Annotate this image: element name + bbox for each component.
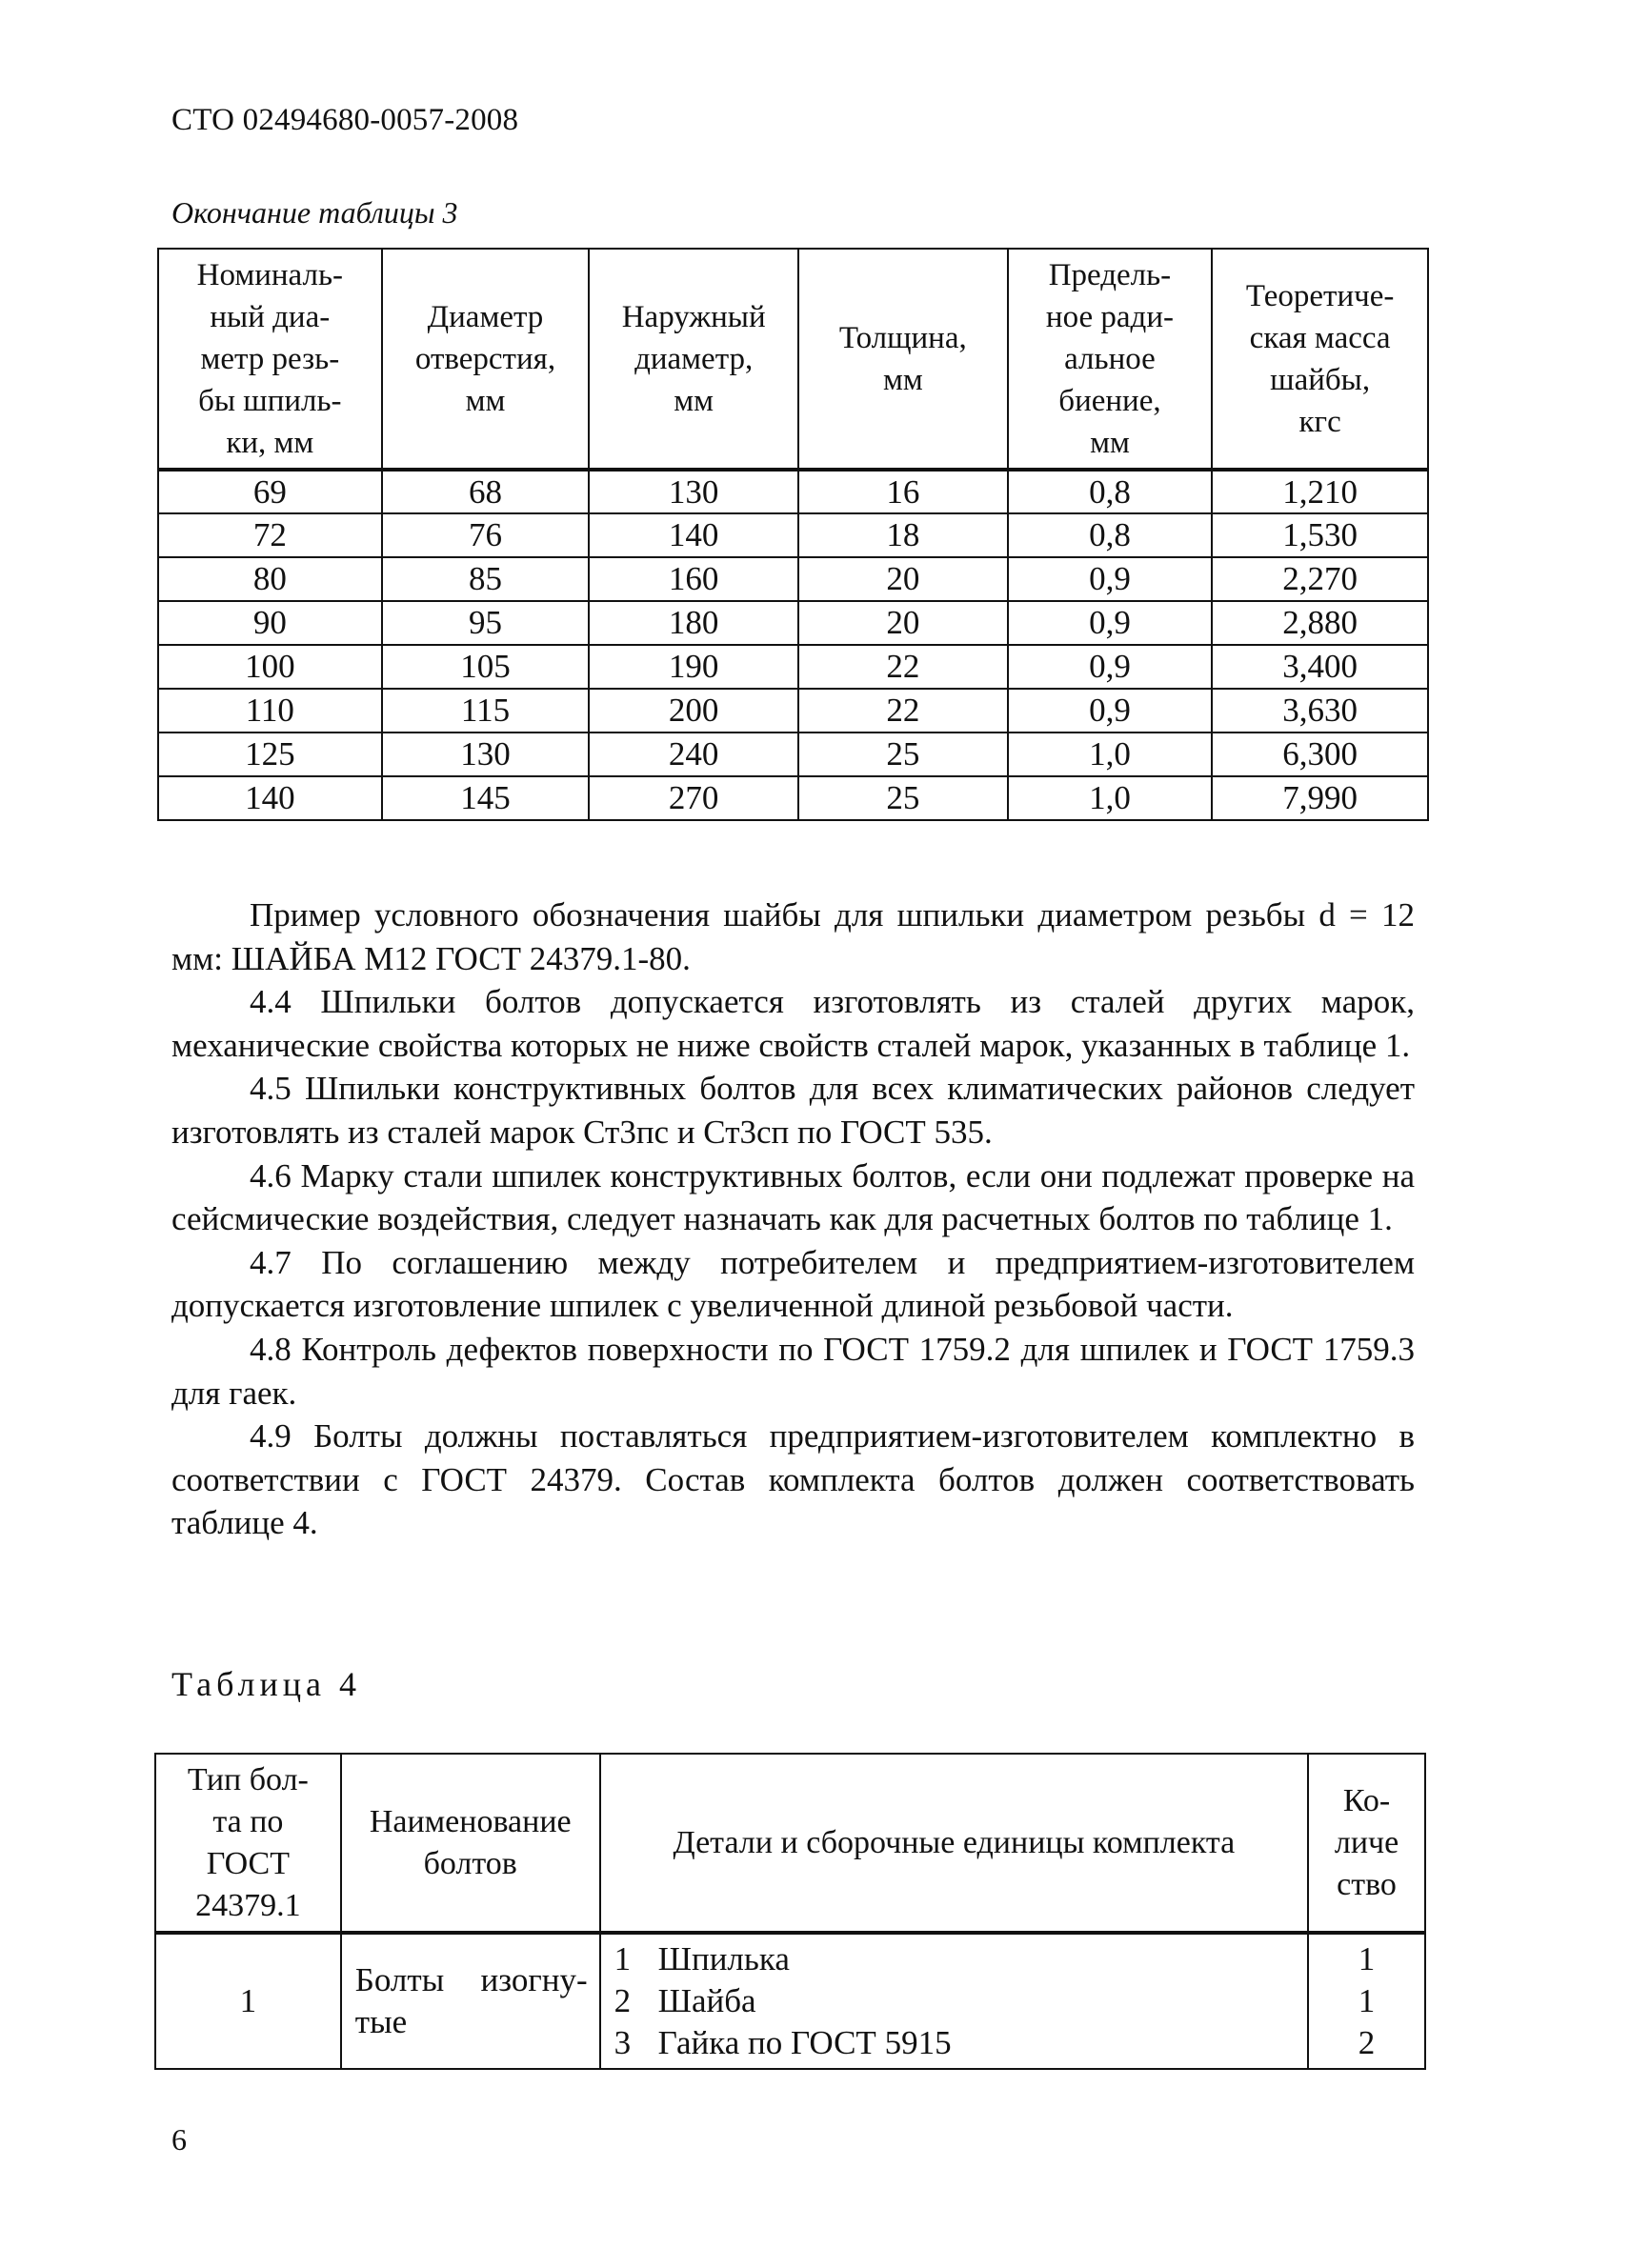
table-row bbox=[158, 513, 1428, 557]
table-cell: 90 bbox=[158, 601, 382, 645]
kit-items-cell bbox=[600, 1933, 1308, 2069]
table-cell: 1,210 bbox=[1212, 470, 1428, 513]
table-cell: 20 bbox=[798, 601, 1008, 645]
table3-header-cell: Предель- ное ради- альное биение, мм bbox=[1008, 249, 1213, 470]
table-cell: 200 bbox=[589, 689, 798, 733]
table-cell: 20 bbox=[798, 557, 1008, 601]
table-cell: 80 bbox=[158, 557, 382, 601]
kit-item-number: 1 bbox=[614, 1940, 632, 1977]
kit-item-qty: 1 bbox=[1358, 1940, 1376, 1977]
table4-header-row bbox=[155, 1754, 1425, 1933]
kit-item-number: 2 bbox=[614, 1982, 632, 2019]
kit-item-qty: 1 bbox=[1358, 1982, 1376, 2019]
table3-header-cell: Номиналь- ный диа- метр резь- бы шпиль- ки, мм bbox=[158, 249, 382, 470]
page-number: 6 bbox=[171, 2122, 187, 2157]
table-cell: 130 bbox=[589, 470, 798, 513]
paragraph: Пример условного обозначения шайбы для шпильки диаметром резьбы d = 12 мм: ШАЙБА М12 ГОСТ 24379.1-80. bbox=[171, 896, 1415, 977]
table-cell: 22 bbox=[798, 689, 1008, 733]
table-cell: 190 bbox=[589, 645, 798, 689]
table-row bbox=[158, 733, 1428, 776]
paragraph: 4.6 Марку стали шпилек конструктивных болтов, если они подлежат проверке на сейсмические воздействия, следует назначать как для расчетных болтов по таблице 1. bbox=[171, 1156, 1415, 1238]
table-cell: 180 bbox=[589, 601, 798, 645]
table-cell: 72 bbox=[158, 513, 382, 557]
table3-header-row bbox=[158, 249, 1428, 470]
table-cell: 140 bbox=[158, 776, 382, 820]
table-cell: 25 bbox=[798, 776, 1008, 820]
table-cell: 68 bbox=[382, 470, 590, 513]
table-cell: 0,8 bbox=[1008, 513, 1213, 557]
bolt-type-cell: 1 bbox=[155, 1933, 341, 2069]
table3-body bbox=[158, 470, 1428, 820]
table-cell: 1,530 bbox=[1212, 513, 1428, 557]
table-cell: 0,9 bbox=[1008, 645, 1213, 689]
table3-header-cell: Наружный диаметр, мм bbox=[589, 249, 798, 470]
table-cell: 130 bbox=[382, 733, 590, 776]
kit-item-label: Шпилька bbox=[657, 1940, 790, 1977]
table-row bbox=[158, 645, 1428, 689]
table-cell: 16 bbox=[798, 470, 1008, 513]
table-cell: 105 bbox=[382, 645, 590, 689]
kit-item bbox=[614, 1980, 1301, 2022]
table4 bbox=[154, 1753, 1426, 2070]
table-cell: 85 bbox=[382, 557, 590, 601]
table-cell: 0,9 bbox=[1008, 557, 1213, 601]
table-cell: 160 bbox=[589, 557, 798, 601]
table4-header-cell: Детали и сборочные единицы комплекта bbox=[600, 1754, 1308, 1933]
kit-item-number: 3 bbox=[614, 2024, 632, 2061]
table-cell: 140 bbox=[589, 513, 798, 557]
table3 bbox=[157, 248, 1429, 821]
table-cell: 18 bbox=[798, 513, 1008, 557]
table-row bbox=[158, 557, 1428, 601]
table-cell: 110 bbox=[158, 689, 382, 733]
table4-header-cell: Тип бол- та по ГОСТ 24379.1 bbox=[155, 1754, 341, 1933]
table-cell: 125 bbox=[158, 733, 382, 776]
paragraph: 4.7 По соглашению между потребителем и предприятием-изготовителем допускается изготовление шпилек с увеличенной длиной резьбовой части. bbox=[171, 1243, 1415, 1325]
table-cell: 7,990 bbox=[1212, 776, 1428, 820]
table-cell: 2,270 bbox=[1212, 557, 1428, 601]
table-cell: 100 bbox=[158, 645, 382, 689]
table-row bbox=[158, 470, 1428, 513]
bolt-name-cell: Болты изогну-тые bbox=[341, 1933, 600, 2069]
paragraph: 4.8 Контроль дефектов поверхности по ГОСТ 1759.2 для шпилек и ГОСТ 1759.3 для гаек. bbox=[171, 1330, 1415, 1412]
table-row bbox=[155, 1933, 1425, 2069]
table-cell: 270 bbox=[589, 776, 798, 820]
table-row bbox=[158, 689, 1428, 733]
table3-header-cell: Диаметр отверстия, мм bbox=[382, 249, 590, 470]
kit-item-label: Гайка по ГОСТ 5915 bbox=[657, 2024, 952, 2061]
table4-header-cell: Ко- личе ство bbox=[1308, 1754, 1425, 1933]
table3-caption: Окончание таблицы 3 bbox=[171, 195, 458, 230]
paragraph: 4.5 Шпильки конструктивных болтов для всех климатических районов следует изготовлять из сталей марок Ст3пс и Ст3сп по ГОСТ 535. bbox=[171, 1070, 1415, 1151]
table-cell: 0,9 bbox=[1008, 601, 1213, 645]
table4-header-cell: Наименование болтов bbox=[341, 1754, 600, 1933]
table-cell: 3,630 bbox=[1212, 689, 1428, 733]
table-cell: 2,880 bbox=[1212, 601, 1428, 645]
paragraph: 4.9 Болты должны поставляться предприятием-изготовителем комплектно в соответствии с ГОСТ 24379. Состав комплекта болтов должен соответствовать таблице 4. bbox=[171, 1417, 1415, 1542]
table3-header-cell: Толщина, мм bbox=[798, 249, 1008, 470]
kit-item-qty: 2 bbox=[1358, 2024, 1376, 2061]
table-row bbox=[158, 601, 1428, 645]
table-cell: 69 bbox=[158, 470, 382, 513]
quantity-cell bbox=[1308, 1933, 1425, 2069]
table-cell: 145 bbox=[382, 776, 590, 820]
table4-title: Таблица 4 bbox=[171, 1665, 361, 1703]
table-cell: 6,300 bbox=[1212, 733, 1428, 776]
table-cell: 3,400 bbox=[1212, 645, 1428, 689]
table-row bbox=[158, 776, 1428, 820]
table3-header-cell: Теоретиче- ская масса шайбы, кгс bbox=[1212, 249, 1428, 470]
document-code: СТО 02494680-0057-2008 bbox=[171, 103, 519, 137]
kit-item bbox=[614, 1938, 1301, 1980]
kit-item bbox=[614, 2022, 1301, 2064]
table-cell: 1,0 bbox=[1008, 733, 1213, 776]
table-cell: 25 bbox=[798, 733, 1008, 776]
table-cell: 95 bbox=[382, 601, 590, 645]
table-cell: 0,9 bbox=[1008, 689, 1213, 733]
table-cell: 1,0 bbox=[1008, 776, 1213, 820]
table-cell: 22 bbox=[798, 645, 1008, 689]
kit-item-label: Шайба bbox=[657, 1982, 756, 2019]
table-cell: 76 bbox=[382, 513, 590, 557]
paragraph: 4.4 Шпильки болтов допускается изготовлять из сталей других марок, механические свойства которых не ниже свойств сталей марок, указанных в таблице 1. bbox=[171, 983, 1415, 1064]
table-cell: 0,8 bbox=[1008, 470, 1213, 513]
table-cell: 240 bbox=[589, 733, 798, 776]
table-cell: 115 bbox=[382, 689, 590, 733]
body-text bbox=[171, 893, 1415, 1545]
